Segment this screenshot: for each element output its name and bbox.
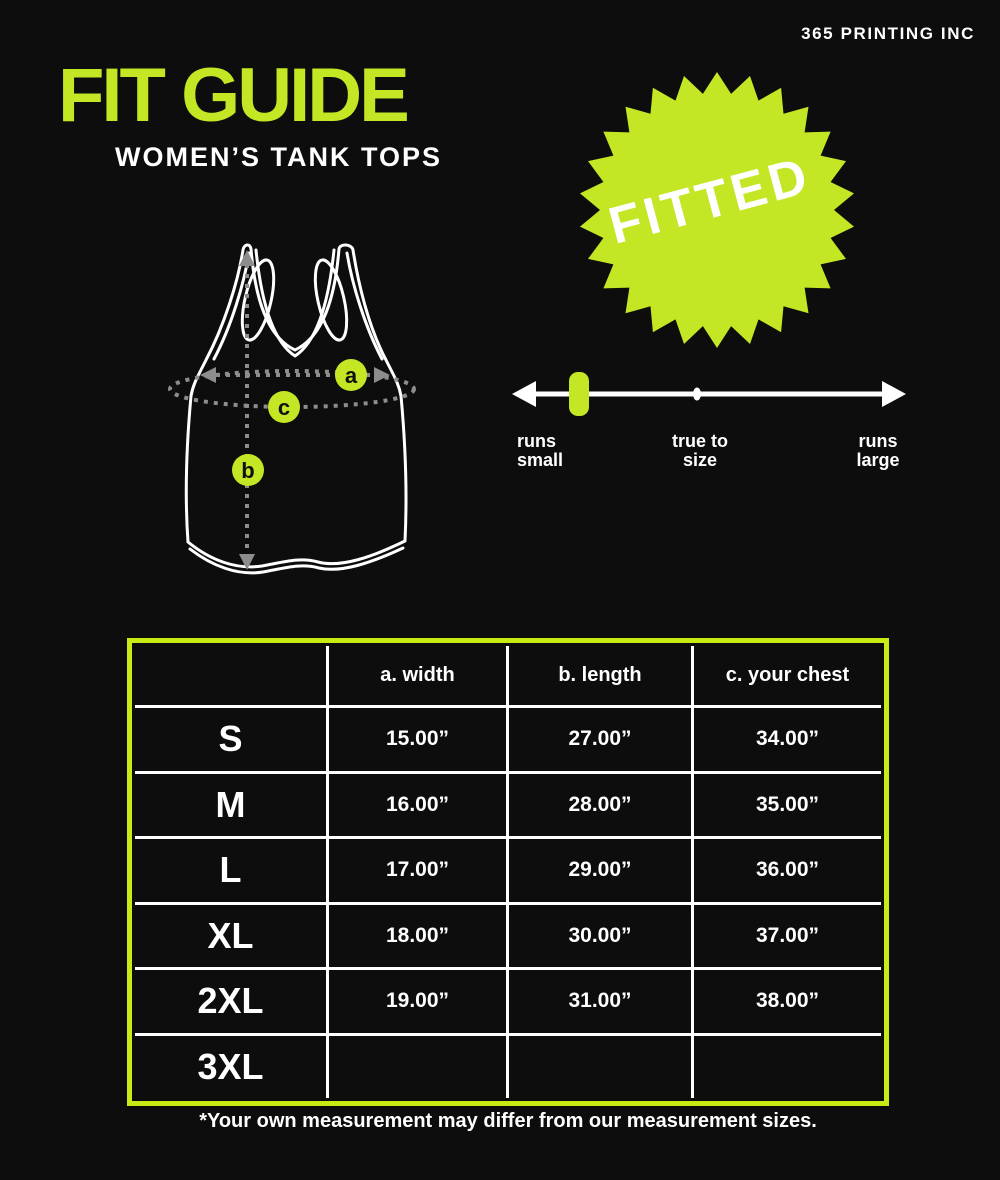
fitted-badge xyxy=(577,70,857,350)
table-header-length: b. length xyxy=(506,646,691,705)
table-row-s-width: 15.00” xyxy=(326,705,506,771)
scale-label-runs-large: runs large xyxy=(856,431,900,470)
marker-b-label: b xyxy=(241,458,255,483)
table-row-l-width: 17.00” xyxy=(326,836,506,902)
table-row-3xl-length xyxy=(506,1033,691,1099)
scale-right-arrowhead xyxy=(882,381,906,407)
table-row-2xl-size: 2XL xyxy=(135,967,326,1033)
table-row-3xl-size: 3XL xyxy=(135,1033,326,1099)
table-header-width: a. width xyxy=(326,646,506,705)
size-table xyxy=(127,638,889,1106)
table-row-l-length: 29.00” xyxy=(506,836,691,902)
table-row-3xl-chest xyxy=(691,1033,881,1099)
table-row-m-chest: 35.00” xyxy=(691,771,881,837)
page-subtitle: WOMEN’S TANK TOPS xyxy=(115,142,443,172)
table-row-l-size: L xyxy=(135,836,326,902)
measure-markers xyxy=(232,359,367,486)
table-row-3xl-width xyxy=(326,1033,506,1099)
racerback-inner-line xyxy=(256,250,334,356)
table-row-m-width: 16.00” xyxy=(326,771,506,837)
tank-top-diagram xyxy=(120,230,460,582)
table-row-m-length: 28.00” xyxy=(506,771,691,837)
table-row-m-size: M xyxy=(135,771,326,837)
scale-label-true-to-size: true to size xyxy=(672,431,728,470)
table-row-xl-length: 30.00” xyxy=(506,902,691,968)
brand-name: 365 PRINTING INC xyxy=(801,24,975,43)
marker-c-label: c xyxy=(277,395,291,420)
table-row-2xl-length: 31.00” xyxy=(506,967,691,1033)
table-row-s-size: S xyxy=(135,705,326,771)
fit-scale xyxy=(500,365,920,421)
scale-left-arrowhead xyxy=(512,381,536,407)
table-row-s-length: 27.00” xyxy=(506,705,691,771)
table-header-empty xyxy=(135,646,326,705)
starburst-shape xyxy=(580,72,854,348)
scale-position-marker xyxy=(569,372,589,416)
table-row-2xl-width: 19.00” xyxy=(326,967,506,1033)
table-row-l-chest: 36.00” xyxy=(691,836,881,902)
measurement-disclaimer: *Your own measurement may differ from our measurement sizes. xyxy=(199,1110,817,1132)
marker-a-label: a xyxy=(344,363,358,388)
table-row-xl-size: XL xyxy=(135,902,326,968)
table-row-xl-chest: 37.00” xyxy=(691,902,881,968)
table-row-2xl-chest: 38.00” xyxy=(691,967,881,1033)
table-row-s-chest: 34.00” xyxy=(691,705,881,771)
scale-center-tick xyxy=(693,388,701,401)
table-header-chest: c. your chest xyxy=(691,646,881,705)
page-title: FIT GUIDE xyxy=(58,53,407,138)
fitted-badge-label: FITTED xyxy=(603,146,817,256)
scale-label-runs-small: runs small xyxy=(517,431,564,470)
table-row-xl-width: 18.00” xyxy=(326,902,506,968)
